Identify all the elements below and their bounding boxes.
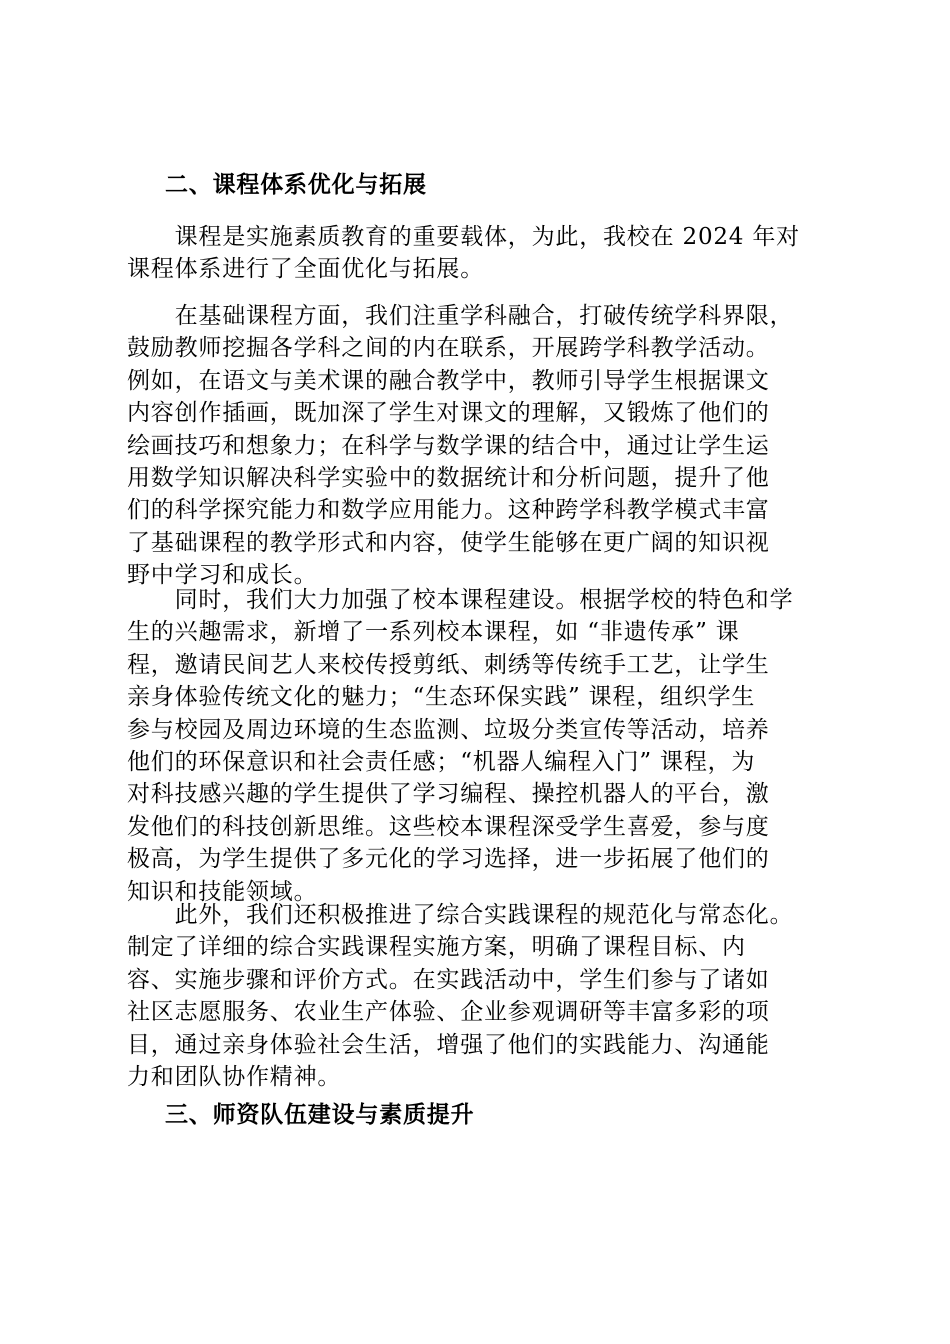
paragraph-2 <box>127 300 793 592</box>
paragraph-line: 发他们的科技创新思维。这些校本课程深受学生喜爱，参与度 <box>127 813 770 840</box>
paragraph-4 <box>127 899 793 1093</box>
paragraph-line: 社区志愿服务、农业生产体验、企业参观调研等丰富多彩的项 <box>127 999 770 1026</box>
paragraph-line: 绘画技巧和想象力；在科学与数学课的结合中，通过让学生运 <box>127 432 770 459</box>
paragraph-3 <box>127 584 793 908</box>
paragraph-line: 力和团队协作精神。 <box>127 1064 342 1091</box>
paragraph-line: 了基础课程的教学形式和内容，使学生能够在更广阔的知识视 <box>127 529 770 556</box>
paragraph-line: 目，通过亲身体验社会生活，增强了他们的实践能力、沟通能 <box>127 1031 770 1058</box>
paragraph-line: 生的兴趣需求，新增了一系列校本课程，如 “非遗传承” 课 <box>127 619 740 646</box>
paragraph-line: 知识和技能领域。 <box>127 878 318 905</box>
paragraph-line: 例如，在语文与美术课的融合教学中，教师引导学生根据课文 <box>127 367 770 394</box>
paragraph-line: 他们的环保意识和社会责任感；“机器人编程入门” 课程，为 <box>127 749 756 776</box>
paragraph-line: 同时，我们大力加强了校本课程建设。根据学校的特色和学 <box>127 587 794 613</box>
paragraph-line: 用数学知识解决科学实验中的数据统计和分析问题，提升了他 <box>127 465 770 492</box>
paragraph-line: 对科技感兴趣的学生提供了学习编程、操控机器人的平台，激 <box>127 781 770 808</box>
paragraph-line: 参与校园及周边环境的生态监测、垃圾分类宣传等活动，培养 <box>127 716 770 743</box>
paragraph-line: 制定了详细的综合实践课程实施方案，明确了课程目标、内 <box>127 934 746 961</box>
paragraph-line: 在基础课程方面，我们注重学科融合，打破传统学科界限， <box>127 303 794 329</box>
paragraph-1 <box>127 221 800 286</box>
paragraph-line: 亲身体验传统文化的魅力；“生态环保实践” 课程，组织学生 <box>127 684 756 711</box>
section-heading-curriculum: 二、课程体系优化与拓展 <box>165 171 427 198</box>
paragraph-line: 内容创作插画，既加深了学生对课文的理解，又锻炼了他们的 <box>127 400 770 427</box>
section-heading-teachers: 三、师资队伍建设与素质提升 <box>165 1101 475 1128</box>
paragraph-line: 极高，为学生提供了多元化的学习选择，进一步拓展了他们的 <box>127 846 770 873</box>
paragraph-line: 此外，我们还积极推进了综合实践课程的规范化与常态化。 <box>127 902 794 928</box>
paragraph-line: 容、实施步骤和评价方式。在实践活动中，学生们参与了诸如 <box>127 966 770 993</box>
paragraph-line: 野中学习和成长。 <box>127 562 318 589</box>
paragraph-line: 鼓励教师挖掘各学科之间的内在联系，开展跨学科教学活动。 <box>127 335 770 362</box>
paragraph-line: 们的科学探究能力和数学应用能力。这种跨学科教学模式丰富 <box>127 497 770 524</box>
paragraph-line: 课程是实施素质教育的重要载体，为此，我校在 2024 年对 <box>127 224 800 250</box>
paragraph-line: 课程体系进行了全面优化与拓展。 <box>127 256 484 283</box>
paragraph-line: 程，邀请民间艺人来校传授剪纸、刺绣等传统手工艺，让学生 <box>127 651 770 678</box>
